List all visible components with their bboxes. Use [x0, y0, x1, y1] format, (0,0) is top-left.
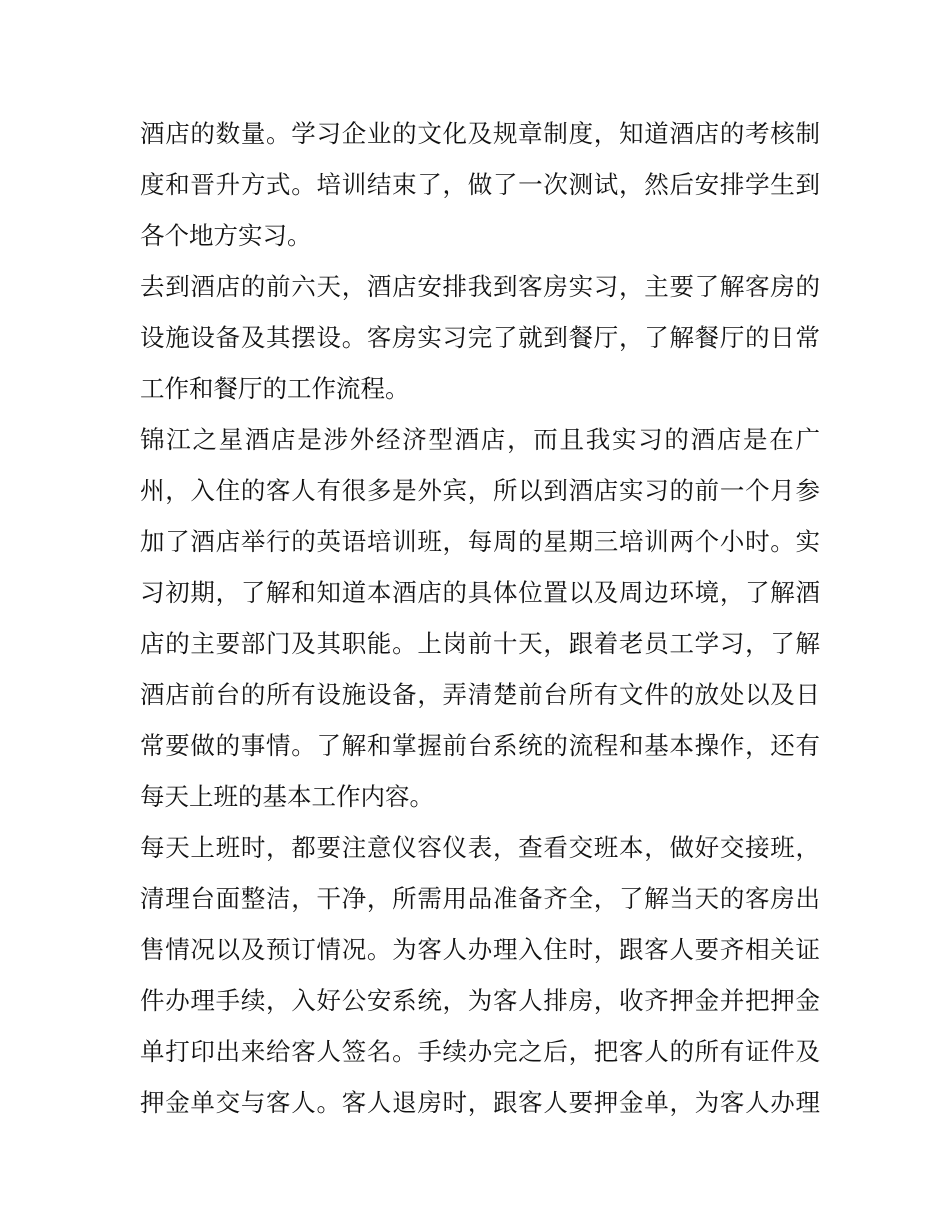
paragraph [140, 261, 820, 414]
paragraph [140, 822, 820, 1128]
text-line: 工作和餐厅的工作流程。 [140, 374, 410, 403]
paragraph [140, 108, 820, 261]
text-line: 单打印出来给客人签名。手续办完之后，把客人的所有证件及 [140, 1037, 820, 1066]
text-line: 度和晋升方式。培训结束了，做了一次测试，然后安排学生到 [140, 170, 820, 199]
text-line: 去到酒店的前六天，酒店安排我到客房实习，主要了解客房的 [140, 272, 820, 301]
text-line: 常要做的事情。了解和掌握前台系统的流程和基本操作，还有 [140, 731, 820, 760]
text-line: 习初期，了解和知道本酒店的具体位置以及周边环境，了解酒 [140, 578, 820, 607]
text-line: 州，入住的客人有很多是外宾，所以到酒店实习的前一个月参 [140, 476, 820, 505]
text-line: 锦江之星酒店是涉外经济型酒店，而且我实习的酒店是在广 [140, 425, 820, 454]
text-line: 押金单交与客人。客人退房时，跟客人要押金单，为客人办理 [140, 1088, 820, 1117]
text-line: 清理台面整洁，干净，所需用品准备齐全，了解当天的客房出 [140, 884, 820, 913]
document-body [140, 108, 820, 1128]
text-line: 设施设备及其摆设。客房实习完了就到餐厅，了解餐厅的日常 [140, 323, 820, 352]
paragraph [140, 414, 820, 822]
text-line: 酒店的数量。学习企业的文化及规章制度，知道酒店的考核制 [140, 119, 820, 148]
text-line: 各个地方实习。 [140, 221, 312, 250]
text-line: 加了酒店举行的英语培训班，每周的星期三培训两个小时。实 [140, 527, 820, 556]
text-line: 件办理手续，入好公安系统，为客人排房，收齐押金并把押金 [140, 986, 820, 1015]
text-line: 酒店前台的所有设施设备，弄清楚前台所有文件的放处以及日 [140, 680, 820, 709]
text-line: 每天上班的基本工作内容。 [140, 782, 434, 811]
text-line: 每天上班时，都要注意仪容仪表，查看交班本，做好交接班， [140, 833, 820, 862]
text-line: 售情况以及预订情况。为客人办理入住时，跟客人要齐相关证 [140, 935, 820, 964]
text-line: 店的主要部门及其职能。上岗前十天，跟着老员工学习，了解 [140, 629, 820, 658]
